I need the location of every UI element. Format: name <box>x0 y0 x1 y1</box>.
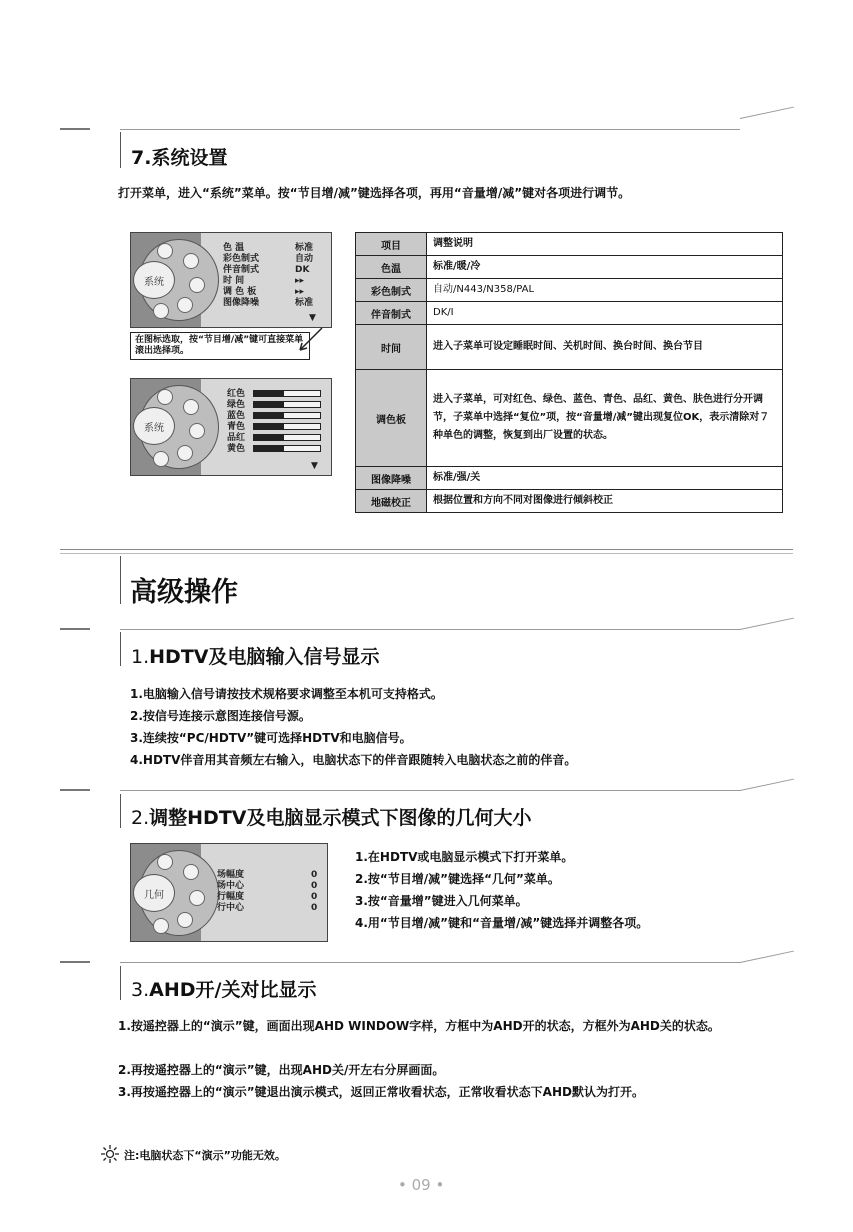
menu-row-value: 标准 <box>295 243 314 253</box>
header-rule <box>120 629 740 630</box>
tools-icon <box>153 303 169 319</box>
palette-level-bar <box>253 423 321 430</box>
table-row-key: 调色板 <box>356 370 427 467</box>
channel-icon <box>177 445 193 461</box>
palette-row-label: 红色 <box>227 389 246 399</box>
section-7-title: 7.系统设置 <box>131 147 228 169</box>
header-rule-stub <box>60 961 90 963</box>
menu-callout: 在图标选取，按“节目增/减”键可直接菜单滚出选择项。 <box>130 332 310 360</box>
system-settings-table <box>355 232 783 513</box>
advanced-title: 高级操作 <box>130 577 238 608</box>
tools-icon <box>153 451 169 467</box>
table-row-value: 根据位置和方向不同对图像进行倾斜校正 <box>427 490 783 513</box>
tools-icon <box>153 918 169 934</box>
palette-row-label: 品红 <box>227 433 246 443</box>
palette-level-bar <box>253 434 321 441</box>
table-row <box>356 370 783 467</box>
picture-icon <box>157 389 173 405</box>
section-2-line: 4.用“节目增/减”键和“音量增/减”键选择并调整各项。 <box>355 916 649 930</box>
table-row <box>356 467 783 490</box>
channel-icon <box>177 912 193 928</box>
section-1-line: 1.电脑输入信号请按技术规格要求调整至本机可支持格式。 <box>130 687 443 701</box>
menu-row-value: ▸▸ <box>295 287 305 297</box>
section-1-title <box>131 642 379 669</box>
section-1-line: 3.连续按“PC/HDTV”键可选择HDTV和电脑信号。 <box>130 731 412 745</box>
menu-center-label: 系统 <box>133 261 175 299</box>
section-3-number: 3. <box>131 979 150 1001</box>
table-row-value: DK/I <box>427 302 783 325</box>
sound-icon <box>183 399 199 415</box>
geometry-row-value: 0 <box>311 903 318 913</box>
geometry-row-value: 0 <box>311 870 318 880</box>
header-rule-tail <box>740 618 794 630</box>
menu-row-value: 自动 <box>295 254 314 264</box>
geometry-row-label: 场中心 <box>217 881 245 891</box>
sun-note-icon <box>100 1144 120 1164</box>
section-3-text: AHD开/关对比显示 <box>149 979 317 1001</box>
geometry-menu-screenshot <box>130 843 328 942</box>
table-row-key: 色温 <box>356 256 427 279</box>
palette-menu-screenshot <box>130 378 332 476</box>
palette-level-bar <box>253 412 321 419</box>
palette-level-bar <box>253 401 321 408</box>
menu-row-label: 调 色 板 <box>223 287 257 297</box>
section-7-intro: 打开菜单，进入“系统”菜单。按“节目增/减”键选择各项，再用“音量增/减”键对各项进行调节。 <box>118 186 631 200</box>
scroll-down-icon: ▼ <box>309 313 316 323</box>
table-row-key: 时间 <box>356 325 427 370</box>
table-row-value: 自动/N443/N358/PAL <box>427 279 783 302</box>
function-icon <box>189 890 205 906</box>
header-rule-tail <box>740 951 794 963</box>
section-1-line: 4.HDTV伴音用其音频左右输入，电脑状态下的伴音跟随转入电脑状态之前的伴音。 <box>130 753 577 767</box>
table-header-value: 调整说明 <box>427 233 783 256</box>
section-1-line: 2.按信号连接示意图连接信号源。 <box>130 709 311 723</box>
table-row-key: 彩色制式 <box>356 279 427 302</box>
section-2-number: 2. <box>131 807 150 829</box>
menu-center-label: 几何 <box>133 874 175 912</box>
header-rule-stub <box>60 128 90 130</box>
section-1-text: HDTV及电脑输入信号显示 <box>149 646 380 668</box>
channel-icon <box>177 297 193 313</box>
table-row <box>356 279 783 302</box>
header-tick <box>120 794 121 828</box>
callout-arrow-icon <box>296 322 330 356</box>
note-text: 注:电脑状态下“演示”功能无效。 <box>124 1149 286 1162</box>
table-header-row <box>356 233 783 256</box>
geometry-row-value: 0 <box>311 881 318 891</box>
header-rule-stub <box>60 628 90 630</box>
system-menu-screenshot <box>130 232 332 328</box>
header-rule-tail <box>740 107 794 119</box>
menu-row-label: 时 间 <box>223 276 245 286</box>
scroll-down-icon: ▼ <box>311 461 318 471</box>
header-rule <box>120 129 740 130</box>
chapter-rule-top <box>60 549 793 550</box>
section-3-paragraph: 2.再按遥控器上的“演示”键，出现AHD关/开左右分屏画面。 <box>118 1063 445 1077</box>
chapter-tick <box>120 556 121 604</box>
section-2-text: 调整HDTV及电脑显示模式下图像的几何大小 <box>149 807 532 829</box>
chapter-rule-bottom <box>60 553 793 554</box>
palette-row-label: 绿色 <box>227 400 246 410</box>
sound-icon <box>183 864 199 880</box>
header-tick <box>120 632 121 666</box>
section-2-line: 1.在HDTV或电脑显示模式下打开菜单。 <box>355 850 574 864</box>
palette-row-label: 青色 <box>227 422 246 432</box>
header-rule <box>120 962 740 963</box>
header-rule-stub <box>60 789 90 791</box>
page-number: • 09 • <box>398 1176 445 1194</box>
section-2-line: 3.按“音量增”键进入几何菜单。 <box>355 894 528 908</box>
header-rule <box>120 790 740 791</box>
section-3-paragraph: 1.按遥控器上的“演示”键，画面出现AHD WINDOW字样，方框中为AHD开的状态，方框外为AHD关的状态。 <box>118 1019 720 1033</box>
picture-icon <box>157 243 173 259</box>
palette-level-bar <box>253 445 321 452</box>
table-row-key: 地磁校正 <box>356 490 427 513</box>
menu-row-value: 标准 <box>295 298 314 308</box>
header-tick <box>120 132 121 168</box>
section-1-number: 1. <box>131 646 150 668</box>
table-row-value: 进入子菜单，可对红色、绿色、蓝色、青色、品红、黄色、肤色进行分开调节，子菜单中选择“复位”项，按“音量增/减”键出现复位OK，表示清除对７种单色的调整，恢复到出厂设置的状态。 <box>427 370 783 467</box>
menu-row-value: DK <box>295 265 310 275</box>
menu-row-value: ▸▸ <box>295 276 305 286</box>
table-row <box>356 490 783 513</box>
geometry-row-label: 行幅度 <box>217 892 245 902</box>
section-3-paragraph: 3.再按遥控器上的“演示”键退出演示模式，返回正常收看状态，正常收看状态下AHD默认为打开。 <box>118 1085 644 1099</box>
menu-center-label: 系统 <box>133 407 175 445</box>
palette-row-label: 黄色 <box>227 444 246 454</box>
header-tick <box>120 966 121 1000</box>
table-row-key: 图像降噪 <box>356 467 427 490</box>
table-row-value: 标准/强/关 <box>427 467 783 490</box>
menu-row-label: 图像降噪 <box>223 298 260 308</box>
table-row-value: 进入子菜单可设定睡眠时间、关机时间、换台时间、换台节目 <box>427 325 783 370</box>
header-rule-tail <box>740 779 794 791</box>
table-row <box>356 256 783 279</box>
table-row <box>356 325 783 370</box>
geometry-row-value: 0 <box>311 892 318 902</box>
table-row-key: 伴音制式 <box>356 302 427 325</box>
picture-icon <box>157 854 173 870</box>
palette-row-label: 蓝色 <box>227 411 246 421</box>
sound-icon <box>183 253 199 269</box>
menu-row-label: 色 温 <box>223 243 245 253</box>
section-2-line: 2.按“节目增/减”键选择“几何”菜单。 <box>355 872 560 886</box>
table-row <box>356 302 783 325</box>
table-header-key: 项目 <box>356 233 427 256</box>
function-icon <box>189 277 205 293</box>
menu-row-label: 伴音制式 <box>223 265 260 275</box>
section-3-title <box>131 975 316 1002</box>
table-row-value: 标准/暖/冷 <box>427 256 783 279</box>
geometry-row-label: 行中心 <box>217 903 245 913</box>
section-2-title <box>131 803 531 830</box>
function-icon <box>189 423 205 439</box>
palette-level-bar <box>253 390 321 397</box>
menu-row-label: 彩色制式 <box>223 254 260 264</box>
geometry-row-label: 场幅度 <box>217 870 245 880</box>
